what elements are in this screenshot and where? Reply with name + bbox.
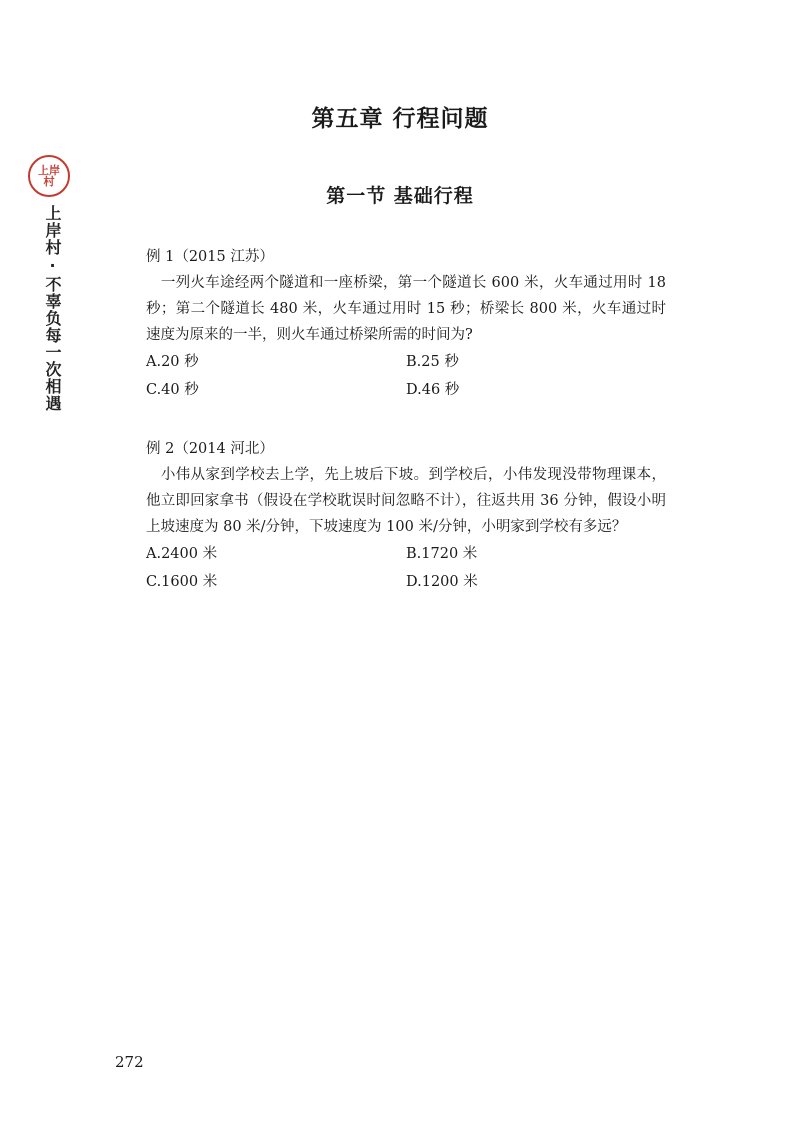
option-b: B.25 秒 (406, 354, 459, 370)
problem-stem-text: 一列火车途经两个隧道和一座桥梁，第一个隧道长 600 米，火车通过用时 18 秒；第二个隧道长 480 米，火车通过用时 15 秒；桥梁长 800 米，火车通过时速度为原来的一半，则火车通过桥梁所需的时间为? (146, 275, 667, 343)
side-slogan: 上岸村·不辜负每一次相遇 (43, 205, 62, 412)
chapter-title: 第五章 行程问题 (311, 106, 489, 132)
problem-example-2 (146, 436, 666, 596)
problem-stem (146, 270, 666, 348)
seal-bottom-text: 村 (43, 175, 55, 188)
option-d: D.1200 米 (406, 574, 478, 590)
problem-stem (146, 462, 666, 540)
options-grid (146, 540, 666, 596)
option-a: A.20 秒 (146, 354, 199, 370)
seal-top-text: 上岸 (38, 164, 60, 177)
option-d: D.46 秒 (406, 382, 460, 398)
option-a: A.2400 米 (146, 546, 218, 562)
page-number: 272 (115, 1053, 144, 1071)
option-c: C.1600 米 (146, 574, 218, 590)
problem-label: 例 2（2014 河北） (146, 441, 274, 457)
section-title: 第一节 基础行程 (326, 185, 474, 207)
options-grid (146, 348, 666, 404)
problem-example-1 (146, 244, 666, 404)
option-c: C.40 秒 (146, 382, 199, 398)
option-b: B.1720 米 (406, 546, 478, 562)
problem-label: 例 1（2015 江苏） (146, 249, 274, 265)
problem-stem-text: 小伟从家到学校去上学，先上坡后下坡。到学校后，小伟发现没带物理课本，他立即回家拿书（假设在学校耽误时间忽略不计），往返共用 36 分钟，假设小明上坡速度为 80 米/分钟，下坡速度为 100 米/分钟，小明家到学校有多远？ (146, 467, 667, 535)
